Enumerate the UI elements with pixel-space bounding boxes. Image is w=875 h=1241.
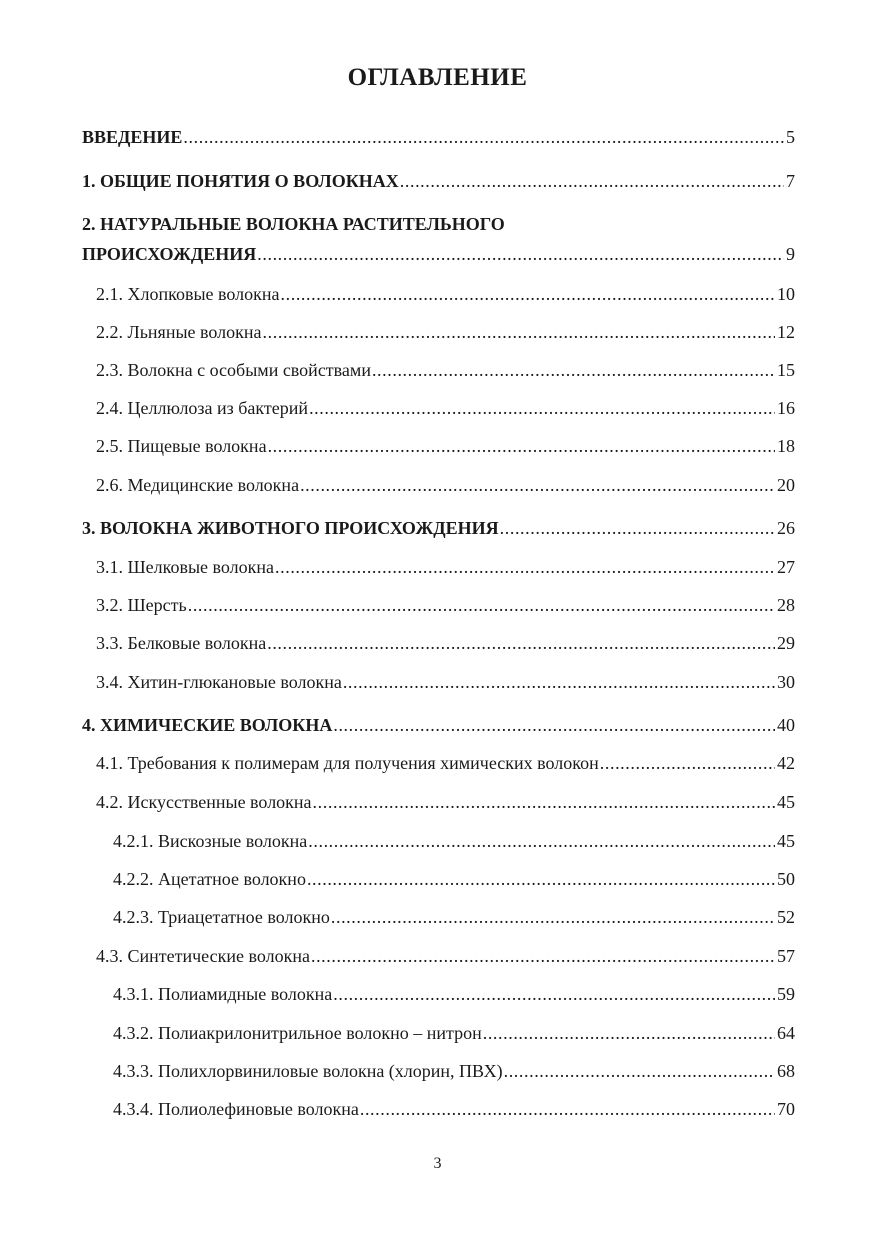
toc-entry-label: 4.2.2. Ацетатное волокно (113, 869, 306, 889)
toc-entry[interactable] (82, 714, 795, 736)
toc-entry-page: 50 (777, 869, 795, 889)
toc-entry[interactable] (82, 126, 795, 148)
toc-entry[interactable] (82, 359, 795, 381)
toc-entry[interactable] (82, 170, 795, 192)
toc-entry[interactable] (82, 945, 795, 967)
dot-leader (300, 474, 775, 496)
toc-entry[interactable] (82, 868, 795, 890)
dot-leader (333, 983, 775, 1005)
toc-entry[interactable] (82, 632, 795, 654)
toc-entry[interactable] (82, 435, 795, 457)
toc-entry-page: 10 (777, 284, 795, 304)
toc-entry-page: 42 (777, 753, 795, 773)
dot-leader (267, 632, 775, 654)
toc-entry-label: 4.2.1. Вискозные волокна (113, 831, 308, 851)
dot-leader (333, 714, 775, 736)
toc-entry-label: 2.6. Медицинские волокна (96, 475, 300, 495)
toc-entry[interactable] (82, 1022, 795, 1044)
toc-entry[interactable] (82, 671, 795, 693)
toc-entry[interactable] (82, 397, 795, 419)
toc-entry-label-line1: 2. НАТУРАЛЬНЫЕ ВОЛОКНА РАСТИТЕЛЬНОГО (82, 214, 505, 234)
toc-entry-label: 1. ОБЩИЕ ПОНЯТИЯ О ВОЛОКНАХ (82, 171, 399, 191)
dot-leader (311, 945, 775, 967)
dot-leader (281, 283, 775, 305)
dot-leader (504, 1060, 775, 1082)
toc-entry-page: 59 (777, 984, 795, 1004)
dot-leader (257, 243, 784, 265)
toc-entry[interactable] (82, 594, 795, 616)
dot-leader (268, 435, 775, 457)
toc-entry-page: 64 (777, 1023, 795, 1043)
toc-entry-page: 29 (777, 633, 795, 653)
dot-leader (500, 517, 775, 539)
toc-entry[interactable] (82, 752, 795, 774)
toc-entry-label: 4.3.1. Полиамидные волокна (113, 984, 333, 1004)
dot-leader (600, 752, 775, 774)
toc-entry[interactable] (82, 517, 795, 539)
page-title: ОГЛАВЛЕНИЕ (347, 64, 528, 91)
toc-entry-label: 2.4. Целлюлоза из бактерий (96, 398, 309, 418)
toc-entry-page: 5 (786, 127, 795, 147)
dot-leader (343, 671, 775, 693)
toc-entry-page: 20 (777, 475, 795, 495)
dot-leader (483, 1022, 775, 1044)
toc-entry-page: 70 (777, 1099, 795, 1119)
toc-entry-label: 4.3.4. Полиолефиновые волокна (113, 1099, 359, 1119)
toc-entry-page: 28 (777, 595, 795, 615)
toc-entry-page: 27 (777, 557, 795, 577)
toc-entry-label: ВВЕДЕНИЕ (82, 127, 183, 147)
dot-leader (263, 321, 775, 343)
dot-leader (372, 359, 775, 381)
dot-leader (183, 126, 784, 148)
toc-entry-label: 4.1. Требования к полимерам для получения химических волокон (96, 753, 599, 773)
toc-entry-page: 18 (777, 436, 795, 456)
toc-entry-label: 3.1. Шелковые волокна (96, 557, 275, 577)
toc-entry-label: 3.2. Шерсть (96, 595, 187, 615)
toc-entry-page: 45 (777, 831, 795, 851)
dot-leader (360, 1098, 775, 1120)
dot-leader (331, 906, 775, 928)
dot-leader (309, 397, 775, 419)
toc-entry-page: 16 (777, 398, 795, 418)
toc-entry-label: 4.3.2. Полиакрилонитрильное волокно – нитрон (113, 1023, 482, 1043)
toc-entry-label: 2.2. Льняные волокна (96, 322, 262, 342)
toc-entry[interactable] (82, 321, 795, 343)
dot-leader (307, 868, 775, 890)
toc-entry[interactable] (82, 830, 795, 852)
toc-entry[interactable] (82, 474, 795, 496)
toc-entry-label: 3.4. Хитин-глюкановые волокна (96, 672, 342, 692)
toc-entry-page: 12 (777, 322, 795, 342)
toc-entry-label: 3.3. Белковые волокна (96, 633, 267, 653)
toc-entry-label: 2.5. Пищевые волокна (96, 436, 267, 456)
toc-entry[interactable] (82, 556, 795, 578)
toc-entry[interactable] (82, 1060, 795, 1082)
toc-entry[interactable] (82, 791, 795, 813)
toc-entry-page: 57 (777, 946, 795, 966)
toc-entry-label: 4. ХИМИЧЕСКИЕ ВОЛОКНА (82, 715, 333, 735)
dot-leader (275, 556, 775, 578)
toc-entry-label: 4.2.3. Триацетатное волокно (113, 907, 330, 927)
toc-entry[interactable] (82, 1098, 795, 1120)
toc-entry-label: 3. ВОЛОКНА ЖИВОТНОГО ПРОИСХОЖДЕНИЯ (82, 518, 499, 538)
toc-entry-page: 40 (777, 715, 795, 735)
toc-entry-label: ПРОИСХОЖДЕНИЯ (82, 244, 257, 264)
toc-entry-page: 52 (777, 907, 795, 927)
toc-entry-page: 30 (777, 672, 795, 692)
toc-entry-page: 7 (786, 171, 795, 191)
toc-entry-label: 2.3. Волокна с особыми свойствами (96, 360, 371, 380)
dot-leader (308, 830, 775, 852)
toc-entry-label: 4.3.3. Полихлорвиниловые волокна (хлорин, ПВХ) (113, 1061, 503, 1081)
toc-entry-page: 15 (777, 360, 795, 380)
toc-entry-page: 68 (777, 1061, 795, 1081)
toc-entry-label: 4.3. Синтетические волокна (96, 946, 310, 966)
toc-entry-page: 9 (786, 244, 795, 264)
toc-entry[interactable] (82, 983, 795, 1005)
dot-leader (313, 791, 775, 813)
toc-entry-page: 26 (777, 518, 795, 538)
toc-entry[interactable] (82, 906, 795, 928)
toc-entry[interactable] (82, 243, 795, 265)
dot-leader (400, 170, 784, 192)
toc-entry-page: 45 (777, 792, 795, 812)
toc-entry-label: 4.2. Искусственные волокна (96, 792, 312, 812)
page-number: 3 (433, 1155, 442, 1172)
dot-leader (188, 594, 775, 616)
toc-entry-label: 2.1. Хлопковые волокна (96, 284, 280, 304)
toc-entry[interactable] (82, 283, 795, 305)
